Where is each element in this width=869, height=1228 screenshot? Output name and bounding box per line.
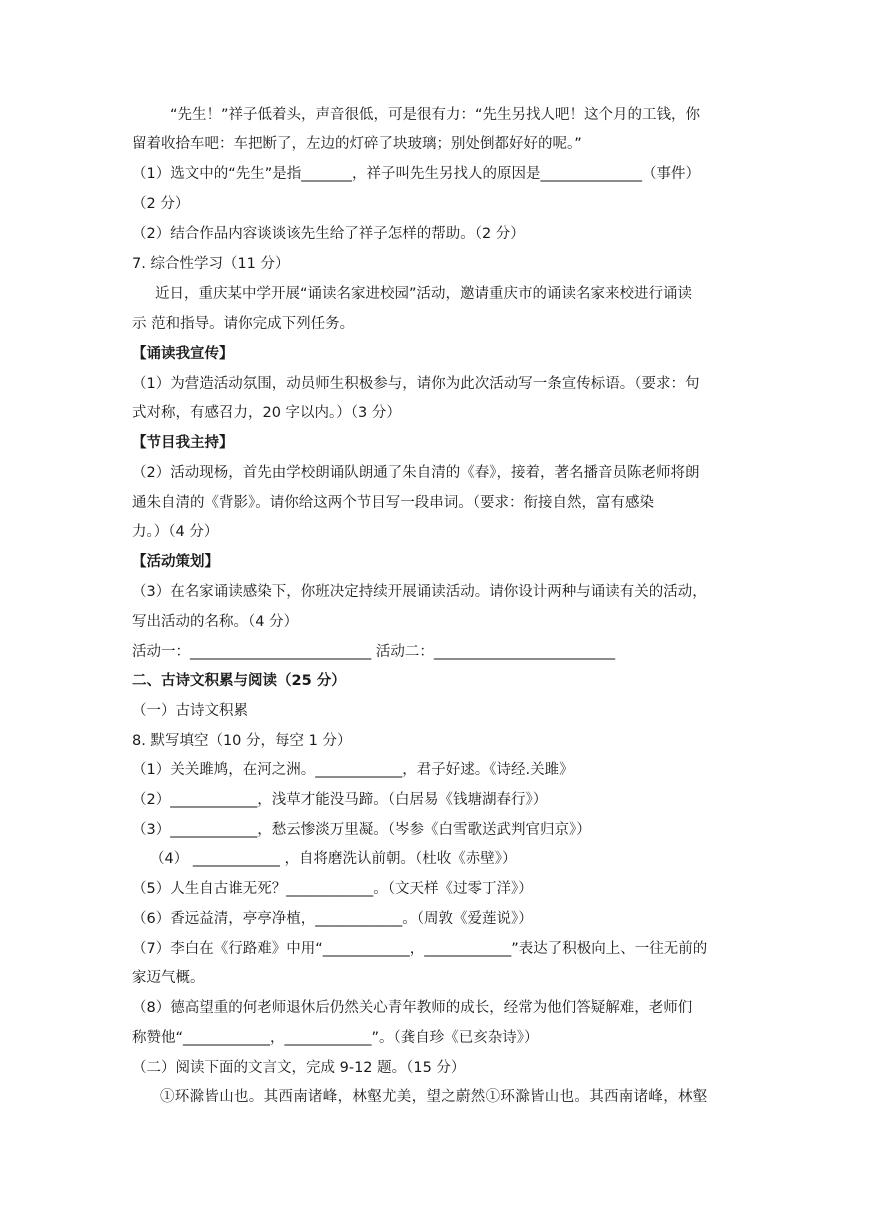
text-line: 留着收拾车吧：车把断了，左边的灯碎了块玻璃；别处倒都好好的呢。” (132, 136, 582, 152)
section-heading: （一）古诗文积累 (132, 703, 248, 719)
part-heading: 二、古诗文积累与阅读（25 分） (132, 673, 346, 689)
answer-blanks-line: 活动一：_________________________ 活动二：_________________________ (132, 644, 616, 660)
fill-blank-line: （5）人生自古谁无死？____________。（文天样《过零丁洋》） (132, 881, 533, 897)
classical-text-line: ①环滁皆山也。其西南诸峰，林壑尤美，望之蔚然①环滁皆山也。其西南诸峰，林壑 (160, 1089, 708, 1105)
question-line: 通朱自清的《背影》。请你给这两个节目写一段串词。（要求：衔接自然，富有感染 (132, 495, 654, 511)
fill-blank-line: （6）香远益清，亭亭净植，____________。（周敦《爱莲说》） (132, 911, 533, 927)
fill-blank-line: （8）德高望重的何老师退休后仍然关心青年教师的成长，经常为他们答疑解难，老师们 (132, 1000, 693, 1016)
question-line: （2）结合作品内容谈谈该先生给了祥子怎样的帮助。（2 分） (132, 226, 525, 242)
fill-blank-line: （1）关关雎鸠，在河之洲。____________，君子好逑。《诗经.关雎》 (132, 762, 574, 778)
fill-blank-line: （7）李白在《行路难》中用“____________，____________”表达了积极向上、一往无前的 (132, 941, 708, 957)
question-line: 式对称，有感召力，20 字以内。）（3 分） (132, 405, 401, 421)
question-line: （1）为营造活动氛围，动员师生积极参与，请你为此次活动写一条宣传标语。（要求：句 (132, 376, 700, 392)
fill-blank-line: （3）____________，愁云惨淡万里凝。（岑参《白雪歌送武判官归京》） (132, 822, 591, 838)
subheading: 【诵读我宣传】 (132, 346, 234, 362)
question-line: （2）活动现杨，首先由学校朗诵队朗通了朱自清的《春》，接着，著名播音员陈老师将朗 (132, 465, 700, 481)
question-line: （3）在名家诵读感染下，你班决定持续开展诵读活动。请你设计两种与诵读有关的活动， (132, 584, 707, 600)
question-line: （1）选文中的“先生”是指_______，祥子叫先生另找人的原因是______________（事件） (132, 166, 700, 182)
question-line: 写出活动的名称。（4 分） (132, 614, 299, 630)
subheading: 【活动策划】 (132, 554, 219, 570)
section-heading: （二）阅读下面的文言文，完成 9-12 题。（15 分） (132, 1060, 466, 1076)
fill-blank-line: （2）____________，浅草才能没马蹄。（白居易《钱塘湖春行》） (132, 792, 548, 808)
fill-blank-line: （4） ____________ ，自将磨洗认前朝。（杜收《赤壁》） (150, 851, 517, 867)
subheading: 【节目我主持】 (132, 435, 234, 451)
text-line: “先生！”祥子低着头，声音很低，可是很有力：“先生另找人吧！这个月的工钱，你 (170, 107, 701, 123)
score-line: （2 分） (132, 196, 190, 212)
text-line: 示 范和指导。请你完成下列任务。 (132, 316, 355, 332)
fill-blank-line: 称赞他“____________，____________”。（龚自珍《已亥杂诗》） (132, 1030, 539, 1046)
text-line: 近日，重庆某中学开展“诵读名家进校园”活动，邀请重庆市的诵读名家来校进行诵读 (155, 286, 693, 302)
question-line: 力。）（4 分） (132, 524, 219, 540)
fill-blank-line: 家迈气概。 (132, 970, 205, 986)
question-heading: 8. 默写填空（10 分，每空 1 分） (132, 733, 352, 749)
section-heading: 7. 综合性学习（11 分） (132, 256, 290, 272)
